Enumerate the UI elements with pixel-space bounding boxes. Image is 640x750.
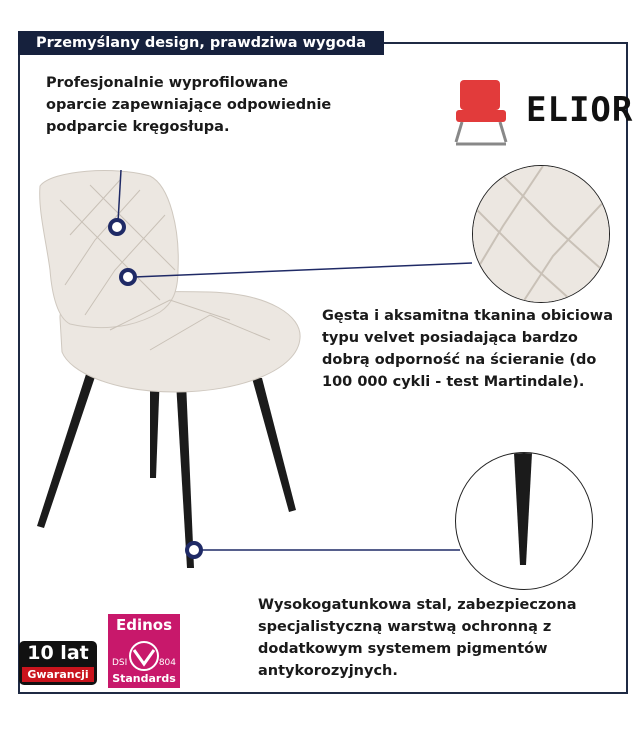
edinos-number: 804 (158, 658, 176, 668)
fabric-zoom (472, 165, 610, 303)
chair-icon (446, 70, 516, 150)
section-title: Przemyślany design, prawdziwa wygoda (18, 31, 384, 55)
warranty-label: Gwarancji (22, 667, 94, 682)
feature-fabric: Gęsta i aksamitna tkanina obiciowa typu velvet posiadająca bardzo dobrą odporność na ścieranie (do 100 000 cykli - test Martindale). (322, 308, 613, 390)
edinos-standards: Standards (112, 672, 176, 685)
edinos-badge (108, 614, 180, 688)
chair-legs (37, 368, 296, 568)
feature-backrest: Profesjonalnie wyprofilowane oparcie zapewniające odpowiednie podparcie kręgosłupa. (46, 75, 332, 135)
brand-name: ELIOR (526, 90, 634, 130)
warranty-years: 10 lat (27, 642, 89, 664)
feature-steel: Wysokogatunkowa stal, zabezpieczona specjalistyczną warstwą ochronną z dodatkowym systemem pigmentów antykorozyjnych. (258, 597, 577, 679)
brand-logo (446, 70, 634, 150)
leg-zoom (455, 452, 593, 590)
edinos-dsi: DSI (112, 658, 128, 668)
edinos-name: Edinos (115, 616, 173, 634)
warranty-badge (19, 641, 97, 685)
